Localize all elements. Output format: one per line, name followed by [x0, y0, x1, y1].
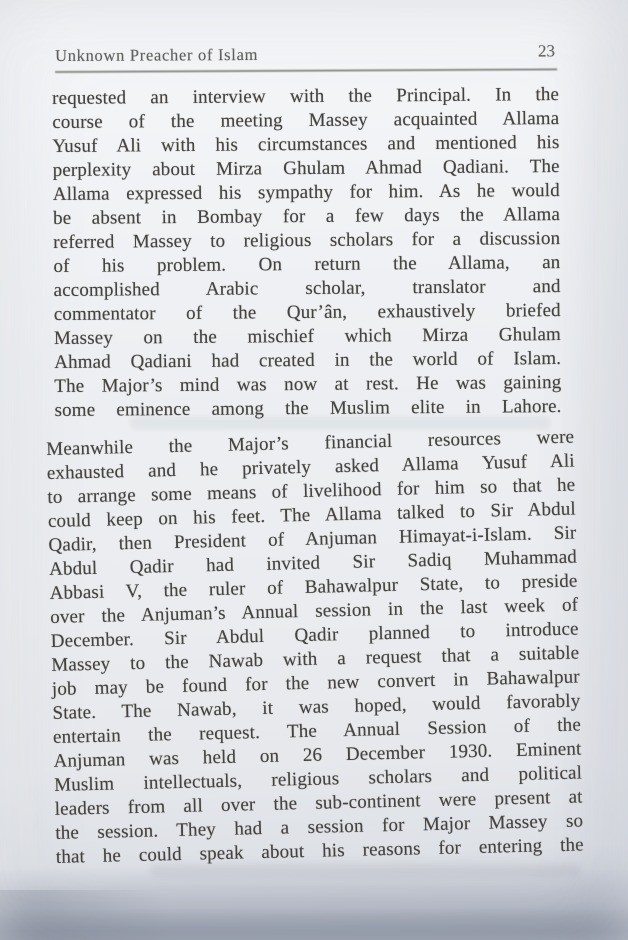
- text-line: Muslim intellectuals, religious scholars and political: [53, 762, 583, 796]
- text-line: over the Anjuman’s Annual session in the last week of: [49, 594, 579, 628]
- text-line: perplexity about Mirza Ghulam Ahmad Qadiani. The: [52, 156, 560, 181]
- text-line: be absent in Bombay for a few days the Allama: [52, 204, 561, 229]
- text-line: Yusuf Ali with his circumstances and mentioned his: [52, 132, 560, 157]
- text-line: job may be found for the new convert in Bahawalpur: [51, 666, 581, 700]
- text-line: Massey on the mischief which Mirza Ghulam: [53, 324, 562, 349]
- text-line: December. Sir Abdul Qadir planned to introduce: [50, 618, 579, 652]
- text-line: course of the meeting Massey acquainted Allama: [52, 108, 560, 133]
- text-line: to arrange some means of livelihood for him so that he: [47, 474, 576, 508]
- text-line: of his problem. On return the Allama, an: [53, 252, 561, 277]
- text-line: The Major’s mind was now at rest. He was gaining: [54, 372, 562, 397]
- text-line: Meanwhile the Major’s financial resources were: [46, 426, 575, 460]
- text-line: State. The Nawab, it was hoped, would favorably: [52, 690, 581, 724]
- text-line: Abbasi V, the ruler of Bahawalpur State, to preside: [49, 570, 578, 604]
- text-line: entertain the request. The Annual Session of the: [52, 714, 582, 748]
- text-line: Qadir, then President of Anjuman Himayat-i-Islam. Sir: [48, 522, 577, 556]
- text-line: commentator of the Qur’ân, exhaustively briefed: [53, 300, 561, 325]
- paragraph-2: [46, 426, 584, 870]
- text-line: that he could speak about his reasons for entering the: [55, 834, 584, 868]
- text-line: referred Massey to religious scholars for a discussion: [53, 228, 561, 253]
- text-line: accomplished Arabic scholar, translator and: [53, 276, 561, 301]
- text-line: Anjuman was held on 26 December 1930. Eminent: [53, 738, 582, 772]
- text-line: requested an interview with the Principal. In the: [52, 84, 560, 109]
- paragraph-1: [52, 83, 562, 423]
- text-line: exhausted and he privately asked Allama Yusuf Ali: [46, 450, 575, 484]
- text-line: some eminence among the Muslim elite in Lahore.: [54, 396, 562, 421]
- text-line: Massey to the Nawab with a request that a suitable: [51, 642, 580, 676]
- text-line: Allama expressed his sympathy for him. As he would: [52, 180, 560, 205]
- text-line: could keep on his feet. The Allama talked to Sir Abdul: [47, 498, 577, 532]
- text-line: the session. They had a session for Major Massey so: [55, 810, 584, 844]
- text-line: Abdul Qadir had invited Sir Sadiq Muhammad: [48, 546, 578, 580]
- page-number: 23: [537, 41, 556, 61]
- text-line: leaders from all over the sub-continent were present at: [54, 786, 583, 820]
- text-line: Ahmad Qadiani had created in the world of Islam.: [54, 348, 562, 373]
- running-header-title: Unknown Preacher of Islam: [55, 44, 259, 65]
